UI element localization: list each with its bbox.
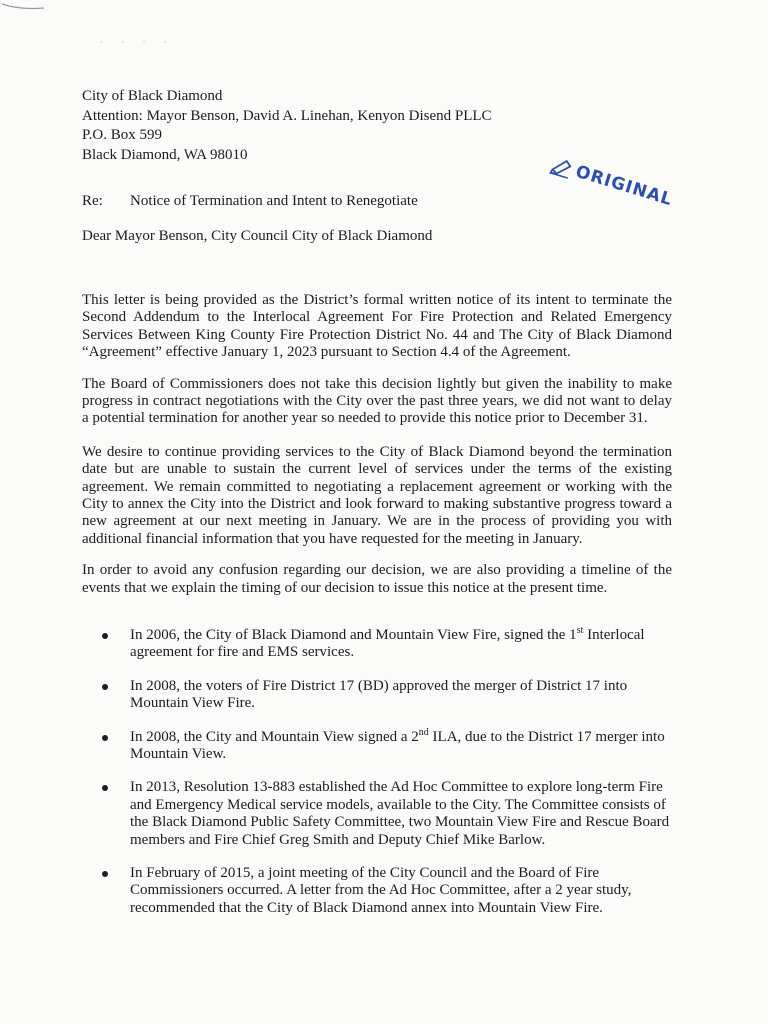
paragraph-1: This letter is being provided as the District’s formal written notice of its intent to terminate the Second Addendum to the Interlocal Agreement For Fire Protection and Related Emergency Services Between King County Fire Protection District No. 44 and The City of Black Diamond “Agreement” effective January 1, 2023 pursuant to Section 4.4 of the Agreement.	[82, 292, 672, 361]
bullet-icon	[102, 735, 108, 741]
address-line-3: P.O. Box 599	[82, 127, 163, 143]
scan-specks: ˙ ˙ ˙ ˙	[100, 40, 175, 50]
subject-text: Notice of Termination and Intent to Renegotiate	[130, 193, 418, 209]
timeline-item: In February of 2015, a joint meeting of the City Council and the Board of Fire Commissioners occurred. A letter from the Ad Hoc Committee, after a 2 year study, recommended that the City of Black Diamond annex into Mountain View Fire.	[100, 865, 675, 917]
scan-corner-mark	[0, 0, 60, 20]
salutation: Dear Mayor Benson, City Council City of Black Diamond	[82, 228, 433, 244]
recipient-address	[82, 87, 492, 165]
original-stamp	[542, 135, 684, 230]
subject-line	[82, 193, 418, 210]
paragraph-2: The Board of Commissioners does not take this decision lightly but given the inability to make progress in contract negotiations with the City over the past three years, we did not want to delay a potential termination for another year so needed to provide this notice prior to December 31.	[82, 375, 672, 427]
address-line-1: City of Black Diamond	[82, 88, 223, 104]
stamp-pen-icon	[548, 154, 575, 180]
timeline-list	[100, 627, 675, 933]
bullet-icon	[102, 871, 108, 877]
bullet-icon	[102, 633, 108, 639]
bullet-icon	[102, 785, 108, 791]
letter-body	[82, 292, 672, 611]
paragraph-3: We desire to continue providing services to the City of Black Diamond beyond the termination date but are unable to sustain the current level of services under the terms of the existing agreement. We remain committed to negotiating a replacement agreement or working with the City to annex the City into the District and look forward to making substantive progress toward a new agreement at our next meeting in January. We are in the process of providing you with additional financial information that you have requested for the meeting in January.	[82, 443, 672, 547]
address-line-2: Attention: Mayor Benson, David A. Linehan, Kenyon Disend PLLC	[82, 107, 492, 124]
re-label: Re:	[82, 193, 103, 209]
timeline-item: In 2013, Resolution 13-883 established the Ad Hoc Committee to explore long-term Fire and Emergency Medical service models, available to the City. The Committee consists of the Black Diamond Public Safety Committee, two Mountain View Fire and Rescue Board members and Fire Chief Greg Smith and Deputy Chief Mike Barlow.	[100, 779, 675, 849]
timeline-item: In 2008, the City and Mountain View signed a 2nd ILA, due to the District 17 merger into Mountain View.	[100, 729, 675, 764]
paragraph-4: In order to avoid any confusion regarding our decision, we are also providing a timeline of the events that we explain the timing of our decision to issue this notice at the present time.	[82, 562, 672, 596]
stamp-text: ORIGINAL	[573, 161, 676, 211]
address-line-4: Black Diamond, WA 98010	[82, 146, 248, 163]
timeline-item: In 2008, the voters of Fire District 17 (BD) approved the merger of District 17 into Mountain View Fire.	[100, 678, 675, 713]
bullet-icon	[102, 684, 108, 690]
timeline-item: In 2006, the City of Black Diamond and Mountain View Fire, signed the 1st Interlocal agreement for fire and EMS services.	[100, 627, 675, 662]
